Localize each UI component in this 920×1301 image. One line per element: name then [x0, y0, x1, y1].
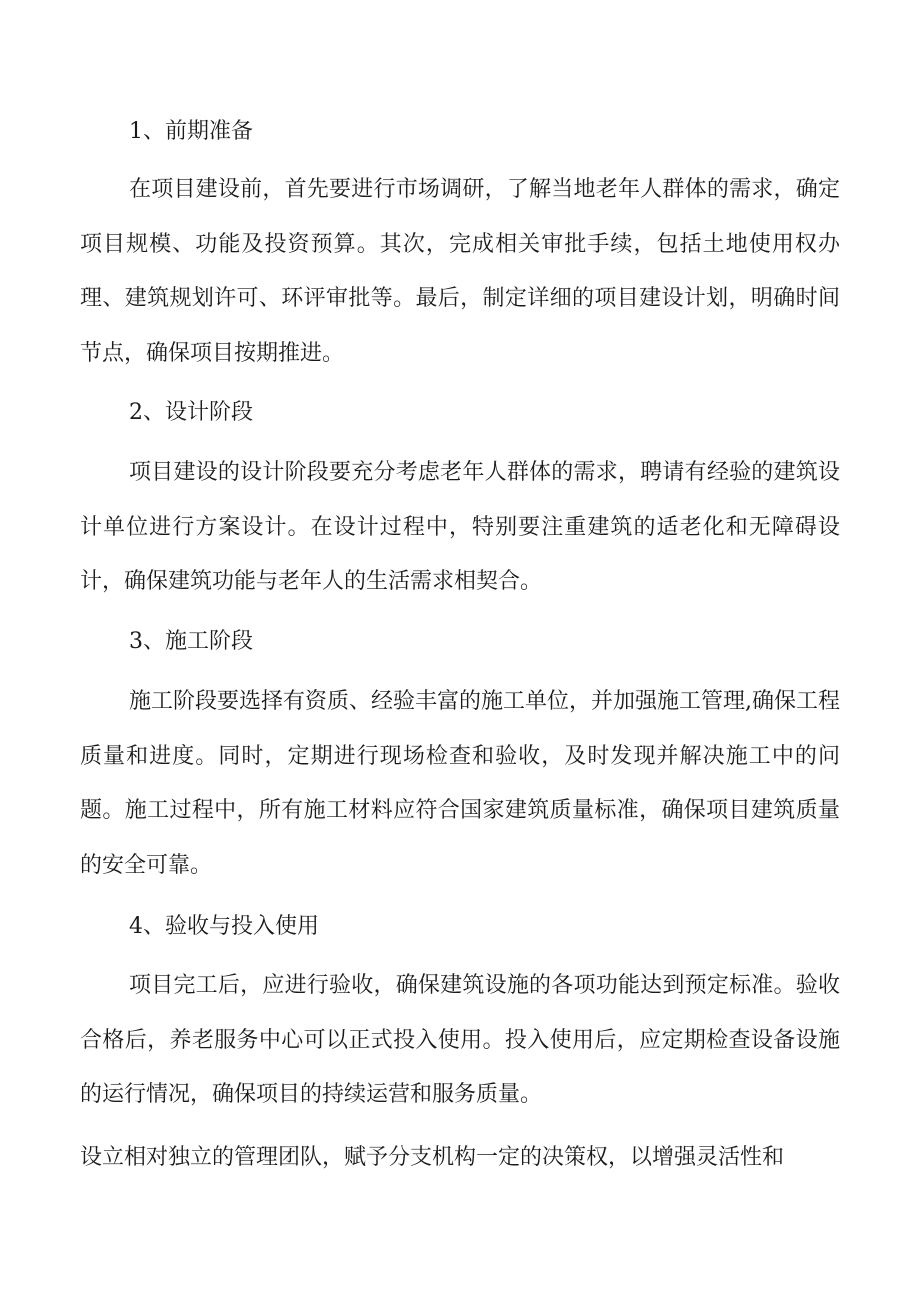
trailing-paragraph: 设立相对独立的管理团队，赋予分支机构一定的决策权，以增强灵活性和	[80, 1145, 785, 1170]
section-heading-2: 2、设计阶段	[129, 400, 253, 425]
section-heading-1: 1、前期准备	[129, 119, 253, 144]
section-body-4: 项目完工后，应进行验收，确保建筑设施的各项功能达到预定标准。验收合格后，养老服务中心可以正式投入使用。投入使用后，应定期检查设备设施的运行情况，确保项目的持续运营和服务质量。	[80, 973, 840, 1107]
section-heading-4: 4、验收与投入使用	[129, 914, 319, 939]
section-heading-3: 3、施工阶段	[129, 629, 253, 654]
section-body-1: 在项目建设前，首先要进行市场调研，了解当地老年人群体的需求，确定项目规模、功能及投资预算。其次，完成相关审批手续，包括土地使用权办理、建筑规划许可、环评审批等。最后，制定详细的项目建设计划，明确时间节点，确保项目按期推进。	[80, 177, 840, 366]
section-body-2: 项目建设的设计阶段要充分考虑老年人群体的需求，聘请有经验的建筑设计单位进行方案设计。在设计过程中，特别要注重建筑的适老化和无障碍设计，确保建筑功能与老年人的生活需求相契合。	[80, 460, 840, 594]
section-body-3: 施工阶段要选择有资质、经验丰富的施工单位，并加强施工管理,确保工程质量和进度。同时，定期进行现场检查和验收，及时发现并解决施工中的问题。施工过程中，所有施工材料应符合国家建筑质量标准，确保项目建筑质量的安全可靠。	[80, 689, 840, 878]
